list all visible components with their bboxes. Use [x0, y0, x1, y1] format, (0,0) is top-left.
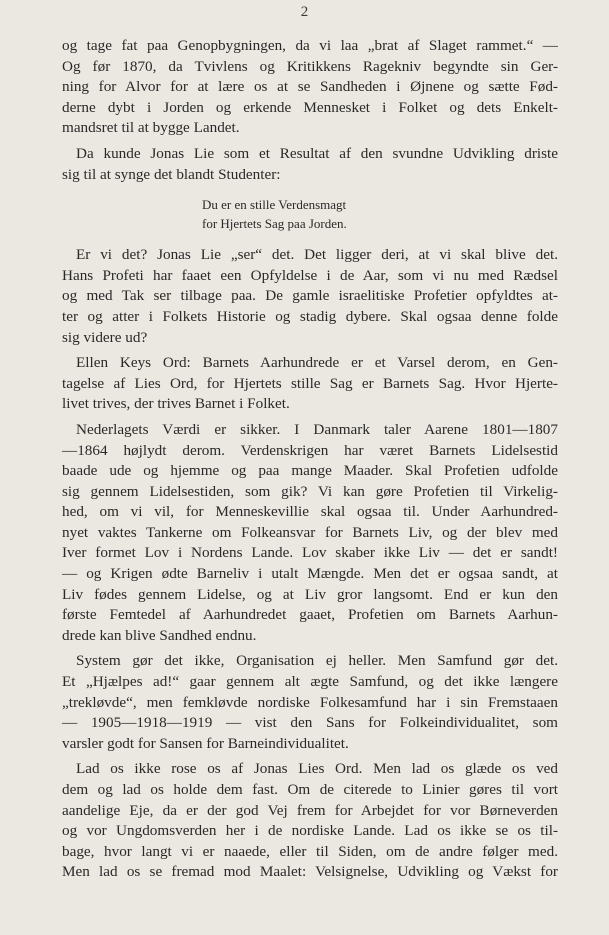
text-line: tagelse af Lies Ord, for Hjertets stille Sag er Barnets Sag. Hvor Hjerte- [62, 374, 558, 392]
text-line: Og før 1870, da Tvivlens og Kritikkens Ragekniv begyndte sin Ger- [62, 57, 558, 75]
text-line: — 1905—1918—1919 — vist den Sans for Folkeindividualitet, som [62, 714, 558, 732]
text-line: nyet vaktes Tankerne om Folkeansvar for Barnets Liv, og der blev med [62, 523, 558, 541]
text-line: og med Tak ser tilbage paa. De gamle israelitiske Profetier opfyldtes at- [62, 287, 558, 305]
text-line: første Femtedel af Aarhundredet gaaet, Profetien om Barnets Aarhun- [62, 606, 558, 624]
text-line: Er vi det? Jonas Lie „ser“ det. Det ligger deri, at vi skal blive det. [76, 246, 558, 264]
paragraph-4 [62, 353, 558, 415]
paragraph-3 [62, 245, 558, 348]
text-line: Hans Profeti har faaet een Opfyldelse i de Aar, som vi nu med Rædsel [62, 266, 558, 284]
text-line: ning for Alvor for at lære os at se Sandheden i Øjnene og sætte Fød- [62, 78, 558, 96]
text-line: mandsret til at bygge Landet. [62, 119, 240, 137]
text-line: System gør det ikke, Organisation ej heller. Men Samfund gør det. [76, 652, 558, 670]
text-line: Ellen Keys Ord: Barnets Aarhundrede er et Varsel derom, en Gen- [76, 354, 558, 372]
text-line: baade ude og hjemme og paa mange Maader. Skal Profetien udfolde [62, 462, 558, 480]
text-line: Liv fødes gennem Lidelse, og at Liv gror langsomt. End er kun den [62, 585, 558, 603]
text-line: Et „Hjælpes ad!“ gaar gennem alt ægte Samfund, og det ikke længere [62, 673, 558, 691]
text-line: og tage fat paa Genopbygningen, da vi laa „brat af Slaget rammet.“ — [62, 37, 558, 54]
text-line: Da kunde Jonas Lie som et Resultat af den svundne Udvikling driste [76, 144, 558, 162]
text-line: livet trives, der trives Barnet i Folket. [62, 395, 290, 413]
text-line: sig videre ud? [62, 328, 148, 346]
text-line: hed, om vi vil, for Menneskevillie skal ogsaa til. Under Aarhundred- [62, 503, 558, 521]
text-line: — og Krigen ødte Barneliv i utalt Mængde. Men det er ogsaa sandt, at [62, 565, 558, 583]
text-line: sig til at synge det blandt Studenter: [62, 165, 281, 183]
text-line: Nederlagets Værdi er sikker. I Danmark taler Aarene 1801—1807 [76, 420, 558, 438]
text-line: aandelige Eje, da er der god Vej frem for Arbejdet for vor Børneverden [62, 801, 558, 819]
page-number: 2 [300, 4, 309, 20]
poem-quote [202, 195, 558, 233]
text-line: —1864 højlydt derom. Verdenskrigen har været Barnets Lidelsestid [62, 441, 558, 459]
paragraph-7 [62, 759, 558, 883]
text-line: Men lad os se fremad mod Maalet: Velsignelse, Udvikling og Vækst for [62, 863, 558, 881]
text-line: ter og atter i Folkets Historie og stadig dybere. Skal ogsaa denne folde [62, 307, 558, 325]
text-line: bage, hvor langt vi er naaede, eller til Siden, om de andre følger med. [62, 842, 558, 860]
text-line: derne dybt i Jorden og erkende Mennesket i Folket og dets Enkelt- [62, 98, 558, 116]
paragraph-6 [62, 651, 558, 754]
paragraph-5 [62, 420, 558, 647]
text-line: Lad os ikke rose os af Jonas Lies Ord. Men lad os glæde os ved [76, 760, 558, 778]
quote-line: for Hjertets Sag paa Jorden. [202, 216, 347, 232]
text-line: og vor Ungdomsverden her i de nordiske Lande. Lad os ikke se os til- [62, 822, 558, 840]
body-text [62, 36, 558, 888]
text-line: dem og lad os holde dem fast. Om de citerede to Linier gøres til vort [62, 781, 558, 798]
paragraph-1 [62, 36, 558, 139]
text-line: „trekløvde“, men femkløvde nordiske Folkesamfund har i sin Fremstaaen [62, 693, 558, 711]
paragraph-2 [62, 144, 558, 185]
text-line: Iver formet Lov i Nordens Lande. Lov skaber ikke Liv — det er sandt! [62, 544, 558, 562]
text-line: varsler godt for Sansen for Barneindividualitet. [62, 734, 349, 752]
quote-line: Du er en stille Verdensmagt [202, 197, 347, 213]
text-line: drede kan blive Sandhed endnu. [62, 626, 257, 644]
text-line: sig gennem Lidelsestiden, som gik? Vi kan gøre Profetien til Virkelig- [62, 482, 558, 500]
